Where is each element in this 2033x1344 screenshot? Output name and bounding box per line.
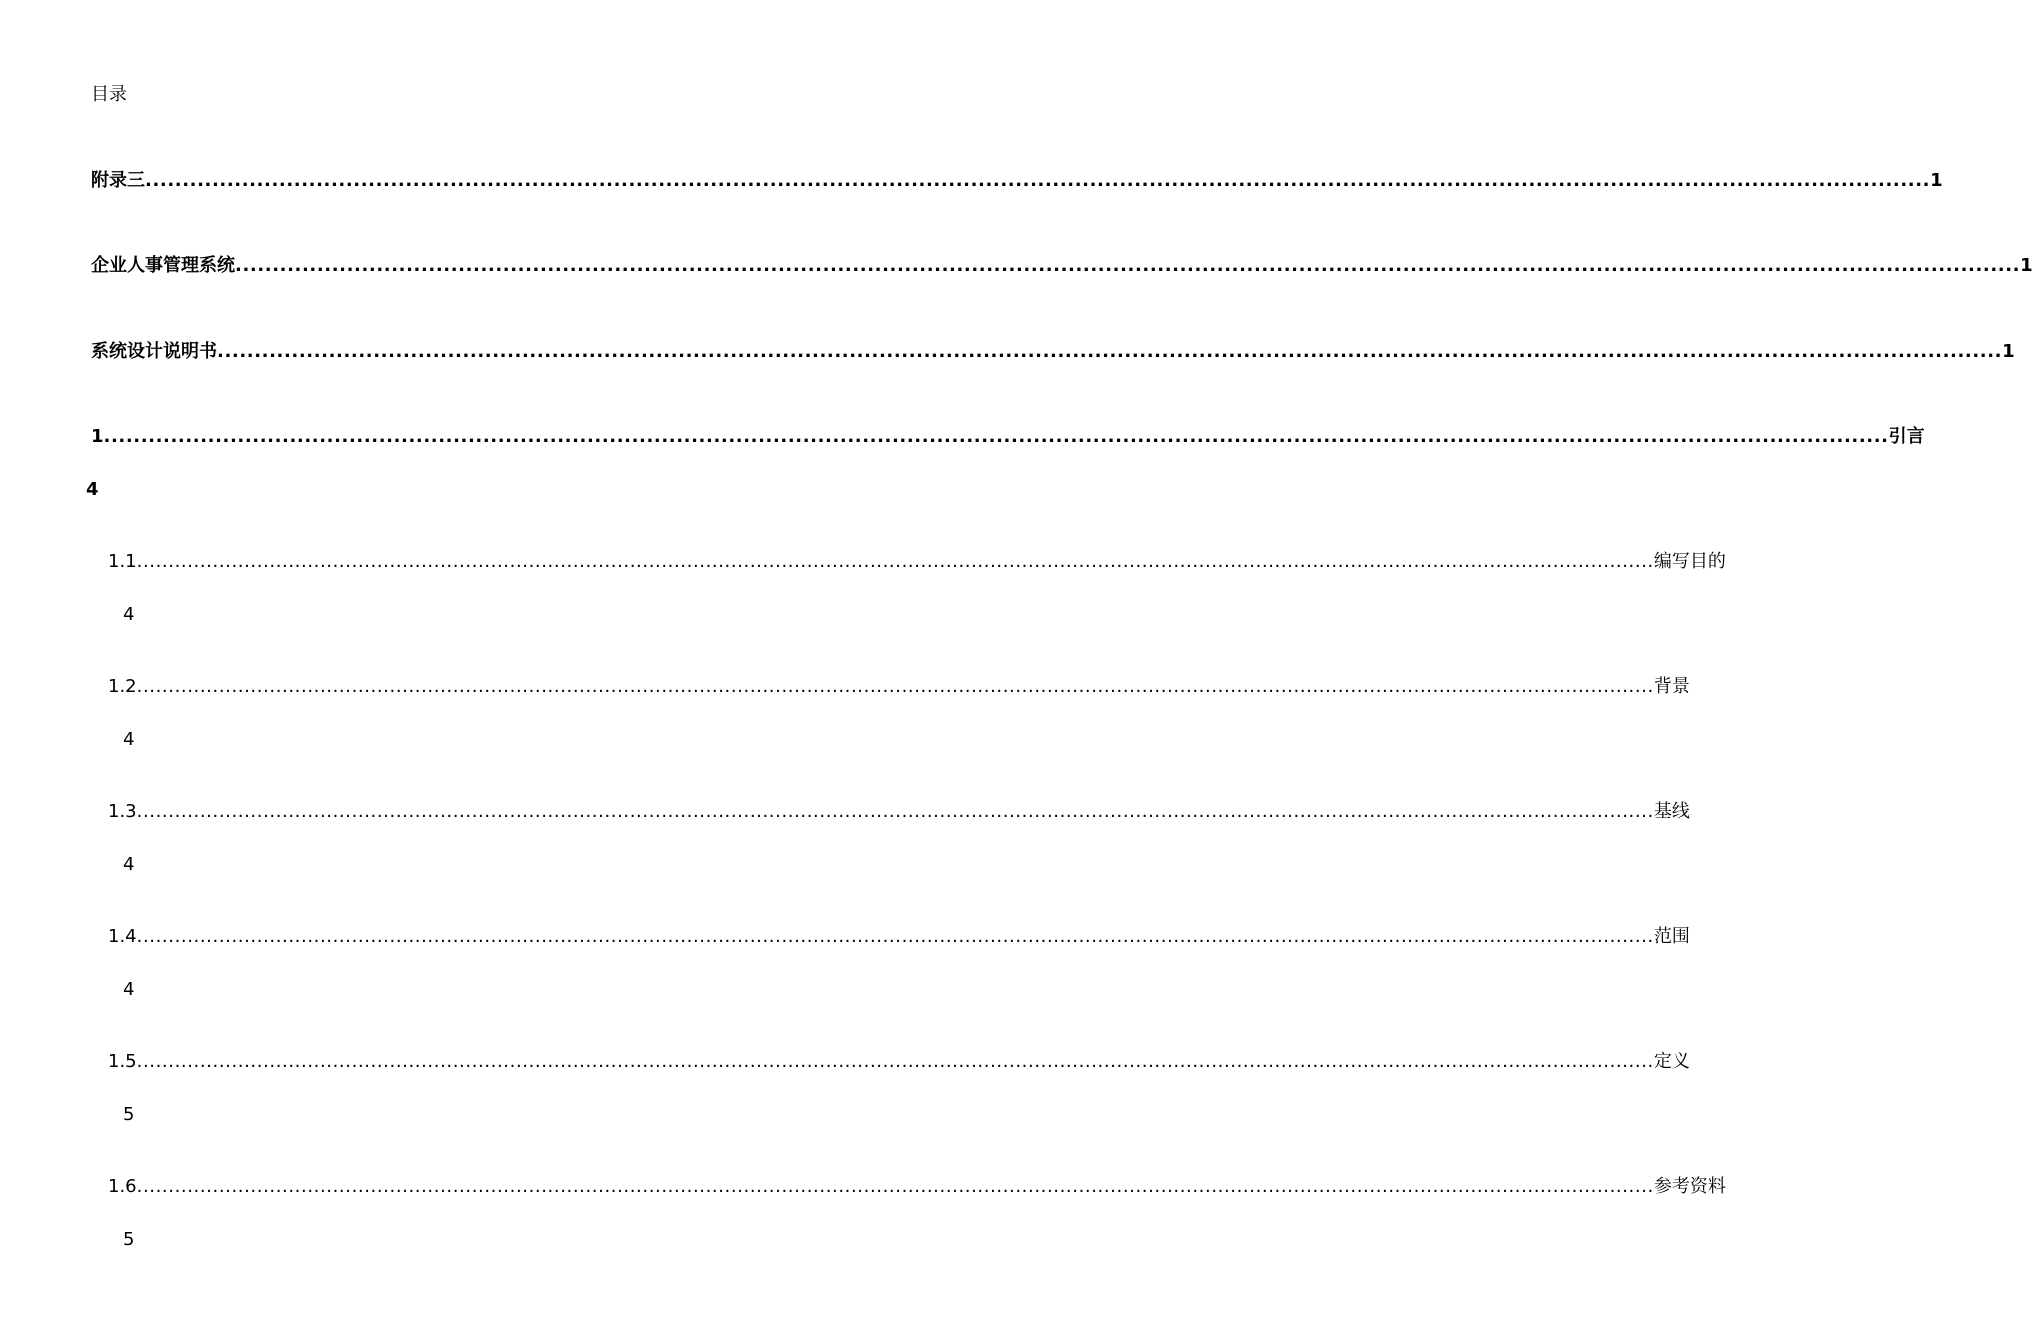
toc-entry-section-1-2[interactable] <box>108 675 1690 699</box>
toc-page-number: 4 <box>86 479 99 500</box>
toc-page-number: 4 <box>123 729 135 750</box>
toc-entry-label: 系统设计说明书 <box>91 341 217 362</box>
toc-dot-leader: ................................................................................................................................................................................................................................................ <box>235 255 2021 276</box>
toc-dot-leader: ................................................................................................................................................................................................................................................ <box>136 1176 1654 1197</box>
toc-entry-system-name[interactable] <box>91 254 2033 278</box>
toc-page-number: 4 <box>123 854 135 875</box>
toc-page-number: 1 <box>2020 255 2033 276</box>
toc-entry-title: 参考资料 <box>1653 1176 1726 1197</box>
toc-entry-title: 范围 <box>1653 926 1690 947</box>
toc-entry-label: 附录三 <box>91 170 145 191</box>
toc-page-number: 4 <box>123 979 135 1000</box>
toc-entry-design-spec[interactable] <box>91 340 2015 364</box>
toc-entry-label: 1 <box>91 426 104 447</box>
toc-dot-leader: ................................................................................................................................................................................................................................................ <box>136 551 1654 572</box>
toc-entry-section-1-5[interactable] <box>108 1050 1690 1074</box>
toc-entry-section-1[interactable] <box>91 425 1925 449</box>
toc-entry-title: 定义 <box>1653 1051 1690 1072</box>
toc-entry-title: 背景 <box>1653 676 1690 697</box>
toc-page-number: 5 <box>123 1104 135 1125</box>
toc-entry-label: 1.1 <box>108 551 137 572</box>
toc-dot-leader: ................................................................................................................................................................................................................................................ <box>145 170 1931 191</box>
toc-entry-section-1-4[interactable] <box>108 925 1690 949</box>
toc-page-number: 4 <box>123 604 135 625</box>
toc-dot-leader: ................................................................................................................................................................................................................................................ <box>136 676 1654 697</box>
toc-entry-label: 1.5 <box>108 1051 137 1072</box>
toc-entry-appendix-3[interactable] <box>91 169 1943 193</box>
toc-entry-title: 基线 <box>1653 801 1690 822</box>
toc-entry-label: 1.6 <box>108 1176 137 1197</box>
toc-entry-section-1-6[interactable] <box>108 1175 1726 1199</box>
toc-entry-title: 编写目的 <box>1653 551 1726 572</box>
toc-entry-label: 1.4 <box>108 926 137 947</box>
toc-dot-leader: ................................................................................................................................................................................................................................................ <box>217 341 2003 362</box>
toc-entry-label: 企业人事管理系统 <box>91 255 235 276</box>
toc-page-number: 1 <box>2002 341 2015 362</box>
toc-title: 目录 <box>91 84 127 105</box>
toc-page-number: 1 <box>1930 170 1943 191</box>
toc-entry-title: 引言 <box>1888 426 1925 447</box>
toc-dot-leader: ................................................................................................................................................................................................................................................ <box>136 1051 1654 1072</box>
toc-dot-leader: ................................................................................................................................................................................................................................................ <box>136 926 1654 947</box>
toc-page-number: 5 <box>123 1229 135 1250</box>
toc-dot-leader: ................................................................................................................................................................................................................................................ <box>103 426 1889 447</box>
toc-dot-leader: ................................................................................................................................................................................................................................................ <box>136 801 1654 822</box>
toc-entry-label: 1.2 <box>108 676 137 697</box>
toc-entry-label: 1.3 <box>108 801 137 822</box>
toc-entry-section-1-1[interactable] <box>108 550 1726 574</box>
toc-entry-section-1-3[interactable] <box>108 800 1690 824</box>
